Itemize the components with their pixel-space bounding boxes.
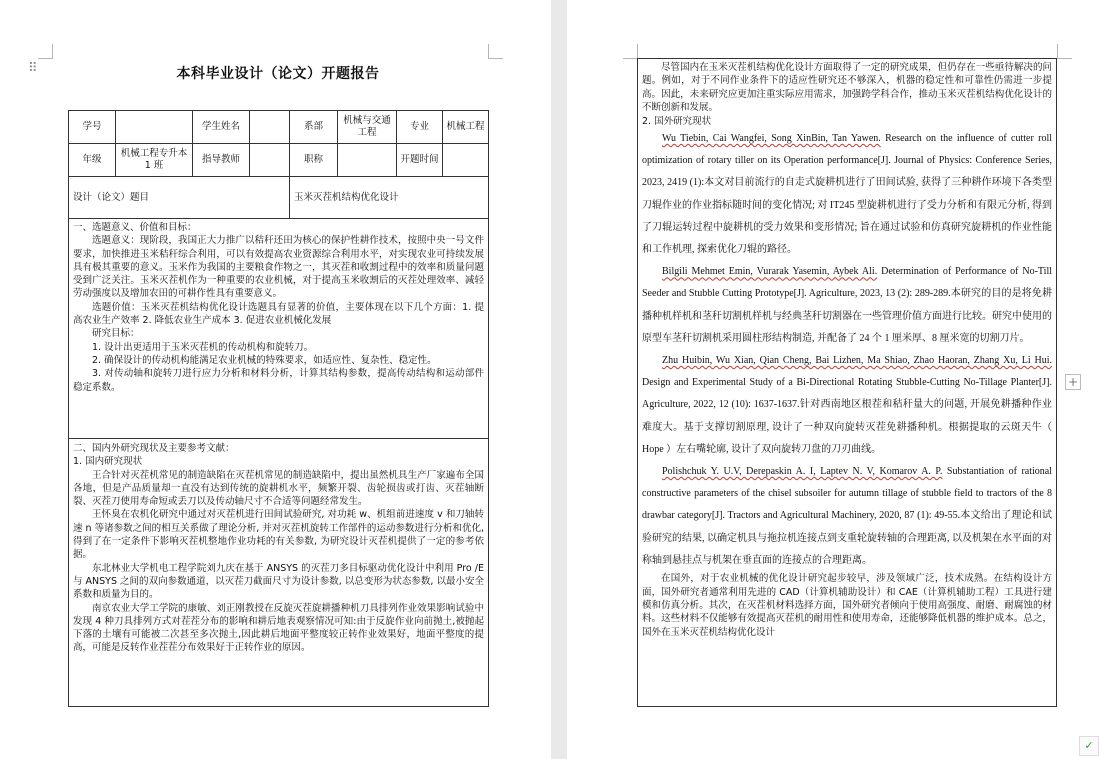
section-1-significance[interactable]: 选题意义：现阶段，我国正大力推广以秸秆还田为核心的保护性耕作技术，按照中央一号文件要求，加快推进玉米秸秆综合利用，可以有效提高农业资源综合利用水平，对实现农业可持续发展具有极其重要的意义。玉米作为我国的主要粮食作物之一，其灭茬和收割过程中的效率和质量问题受到广泛关注。玉米灭茬机作为一种重要的农业机械，对于提高玉米收割后的灭茬处理效率、减轻劳动强度以及增加农田的可耕作性具有重要意义。 [73,235,484,300]
domestic-summary-paragraph[interactable]: 尽管国内在玉米灭茬机结构优化设计方面取得了一定的研究成果，但仍存在一些亟待解决的问题。例如，对于不同作业条件下的适应性研究还不够深入，机器的稳定性和可靠性仍需进一步提高。因此，未来研究应更加注重实际应用需求，加强跨学科合作，推动玉米灭茬机结构优化设计的不断创新和发展。 [642,62,1052,114]
section-1-value[interactable]: 选题价值：玉米灭茬机结构优化设计选题具有显著的价值，主要体现在以下几个方面：1. 提高农业生产效率 2. 降低农业生产成本 3. 促进农业机械化发展 [73,301,484,327]
goal-item[interactable]: 2. 确保设计的传动机构能满足农业机械的特殊要求，如适应性、复杂性、稳定性。 [92,354,437,366]
topic-value[interactable]: 玉米灭茬机结构优化设计 [290,177,489,219]
section-2-heading: 二、国内外研究现状及主要参考文献： [73,443,235,454]
status-check-icon[interactable]: ✓ [1079,736,1099,756]
page-title: 本科毕业设计（论文）开题报告 [176,66,380,82]
add-page-icon[interactable]: + [1065,374,1081,390]
start-time-value[interactable] [443,144,489,177]
reference-authors: Zhu Huibin, Wu Xian, Qian Cheng, Bai Lizhen, Ma Shiao, Zhao Haoran, Zhang Xu, Li Hui. [662,355,1052,367]
domestic-research-paragraph[interactable]: 东北林业大学机电工程学院刘九庆在基于 ANSYS 的灭茬刀多目标驱动优化设计中利用 Pro /E 与 ANSYS 之间的双向参数通道，以灭茬刀截面尺寸为设计参数, 以总变形为状态参数, 以最小安全系数和质量为目的。 [73,562,484,601]
major-value[interactable]: 机械工程 [443,111,489,144]
college-value[interactable]: 机械与交通工程 [338,111,397,144]
rank-label: 职称 [290,144,338,177]
domestic-research-paragraph[interactable]: 南京农业大学工学院的康敏、刘正刚教授在反旋灭茬旋耕播种机刀具排列作业效果影响试验中发现 4 种刀具排列方式对茬茬分布的影响和耕后地表观察情况可知:由于反旋作业向前抛土,被抛起下落的土壤有可能被二次甚至多次抛土,因此耕后地面平整度较正转作业效果好，地面平整度的提高，可能是反转作业茬茬分布效果好于正转作业的原因。 [73,602,484,654]
start-time-label: 开题时间 [397,144,443,177]
grade-value[interactable]: 机械工程专升本 1 班 [116,144,193,177]
reference-authors: Bilgili Mehmet Emin, Vurarak Yasemin, Aybek Ali. [662,266,878,278]
major-label: 专业 [397,111,443,144]
info-table [68,110,489,219]
crop-mark [623,44,638,59]
topic-label: 设计（论文）题目 [69,177,290,219]
goal-item[interactable]: 1. 设计出更适用于玉米灭茬机的传动机构和旋转刀。 [92,341,314,353]
reference-text: Research on the influence of cutter roll optimization of rotary tiller on its Operation performance[J]. Journal of Physics: Conference Series, 2023, 2419 (1):本文对目前流行的自走式旋耕机进行了田间试验, 获得了三种耕作环境下各类型刀辊作业的作业指标随时间的变化情况; 对 IT245 型旋耕机进行了受力分析和有限元分析, 得到了刀辊运转过程中旋耕机的受力效果和变形情况; 旨在通过试验和仿真研究旋耕机的作业性能和工作机理, 探索优化刀辊的路径。 [642,133,1052,256]
advisor-value[interactable] [250,144,290,177]
domestic-research-paragraph[interactable]: 王怀臭在农机化研究中通过对灭茬机进行田间试验研究, 对功耗 w、机组前进速度 v 和刀轴转速 n 等诸参数之间的相互关系做了理论分析, 并对灭茬机旋转工作部件的运动参数进行分析和优化, 得到了在一定条件下影响灭茬机整地作业功耗的有关参数, 为研究设计灭茬机提供了一定的参考依据。 [73,509,484,561]
reference-authors: Polishchuk Y. U.V, Derepaskin A. I, Laptev N. V, Komarov A. P. [662,466,943,478]
reference-text: Determination of Performance of No-Till Seeder and Stubble Cutting Prototype[J]. Agriculture, 2023, 13 (2): 289-289.本研究的目的是将免耕播种机样机和茎秆切割机样机与经典茎秆切割器在一些管理价值方面进行比较。研究中使用的原型车茎秆切割机采用圆柱形结构制造, 并配备了 24 个 1 厘米厚、8 厘米宽的切割刀片。 [642,266,1053,344]
drag-handle-icon[interactable]: ⠿ [28,61,39,76]
crop-mark [488,44,503,59]
crop-mark [1057,44,1072,59]
student-id-value[interactable] [116,111,193,144]
reference-text: Design and Experimental Study of a Bi-Directional Rotating Stubble-Cutting No-Tillage Planter[J]. Agriculture, 2022, 12 (10): 1637-1637.针对西南地区根茬和秸秆量大的问题, 开展免耕播种作业难度大。基于支撑切割原理, 设计了一种双向旋转灭茬免耕播种机。根据提取的云斑天牛（ Hope ）左右嘴轮廓, 设计了双向旋转刀盘的刀刃曲线。 [642,377,1052,455]
student-name-value[interactable] [250,111,290,144]
goal-item[interactable]: 3. 对传动轴和旋转刀进行应力分析和材料分析，计算其结构参数，提高传动结构和运动部件稳定系数。 [73,368,484,393]
advisor-label: 指导教师 [193,144,250,177]
reference-authors: Wu Tiebin, Cai Wangfei, Song XinBin, Tan Yawen. [662,133,881,145]
student-id-label: 学号 [69,111,116,144]
crop-mark [38,44,53,59]
research-goals-heading: 研究目标： [92,328,140,340]
reference-entry[interactable] [642,461,1052,572]
student-name-label: 学生姓名 [193,111,250,144]
domestic-research-heading: 1. 国内研究现状 [73,456,143,468]
foreign-research-heading: 2. 国外研究现状 [642,115,712,127]
continued-section-box [637,58,1057,707]
section-1-heading: 一、选题意义、价值和目标： [73,222,197,233]
foreign-summary-paragraph[interactable]: 在国外，对于农业机械的优化设计研究起步较早，涉及领域广泛，技术成熟。在结构设计方面，国外研究者通常利用先进的 CAD（计算机辅助设计）和 CAE（计算机辅助工程）工具进行建模和仿真分析。其次，在灭茬机材料选择方面，国外研究者倾向于使用高强度、耐磨、耐腐蚀的材料。这些材料不仅能够有效提高灭茬机的耐用性和使用寿命，还能够降低机器的维护成本。总之，国外在玉米灭茬机结构优化设计 [642,573,1052,638]
reference-entry[interactable] [642,261,1052,350]
section-1-box [68,218,489,439]
rank-value[interactable] [338,144,397,177]
domestic-research-paragraph[interactable]: 王合针对灭茬机常见的制造缺陷在灭茬机常见的制造缺陷中，提出虽然机具生产厂家遍布全国各地，但是产品质量却一直没有达到传统的旋耕机水平，频繁开裂、齿轮损齿或打齿、灭茬轴断裂、灭茬刀使用寿命短或丢刀以及传动轴尺寸不合适等问题经常发生。 [73,469,484,508]
reference-entry[interactable] [642,128,1052,261]
section-2-box [68,439,489,707]
document-page-2[interactable] [567,0,1101,759]
reference-entry[interactable] [642,350,1052,461]
reference-text: Substantiation of rational constructive parameters of the chisel subsoiler for autumn tillage of stubble field to tractors of the 8 drawbar category[J]. Tractors and Agricultural Machinery, 2020, 87 (1): 49-55.本文给出了理论和试验研究的结果, 以确定机具与拖拉机连接点到支重轮旋转轴的合理距离, 以及机架在水平面的对称轴到悬挂点与机架在垂直面的连接点的合理距离。 [642,466,1053,566]
grade-label: 年级 [69,144,116,177]
department-label: 系部 [290,111,338,144]
